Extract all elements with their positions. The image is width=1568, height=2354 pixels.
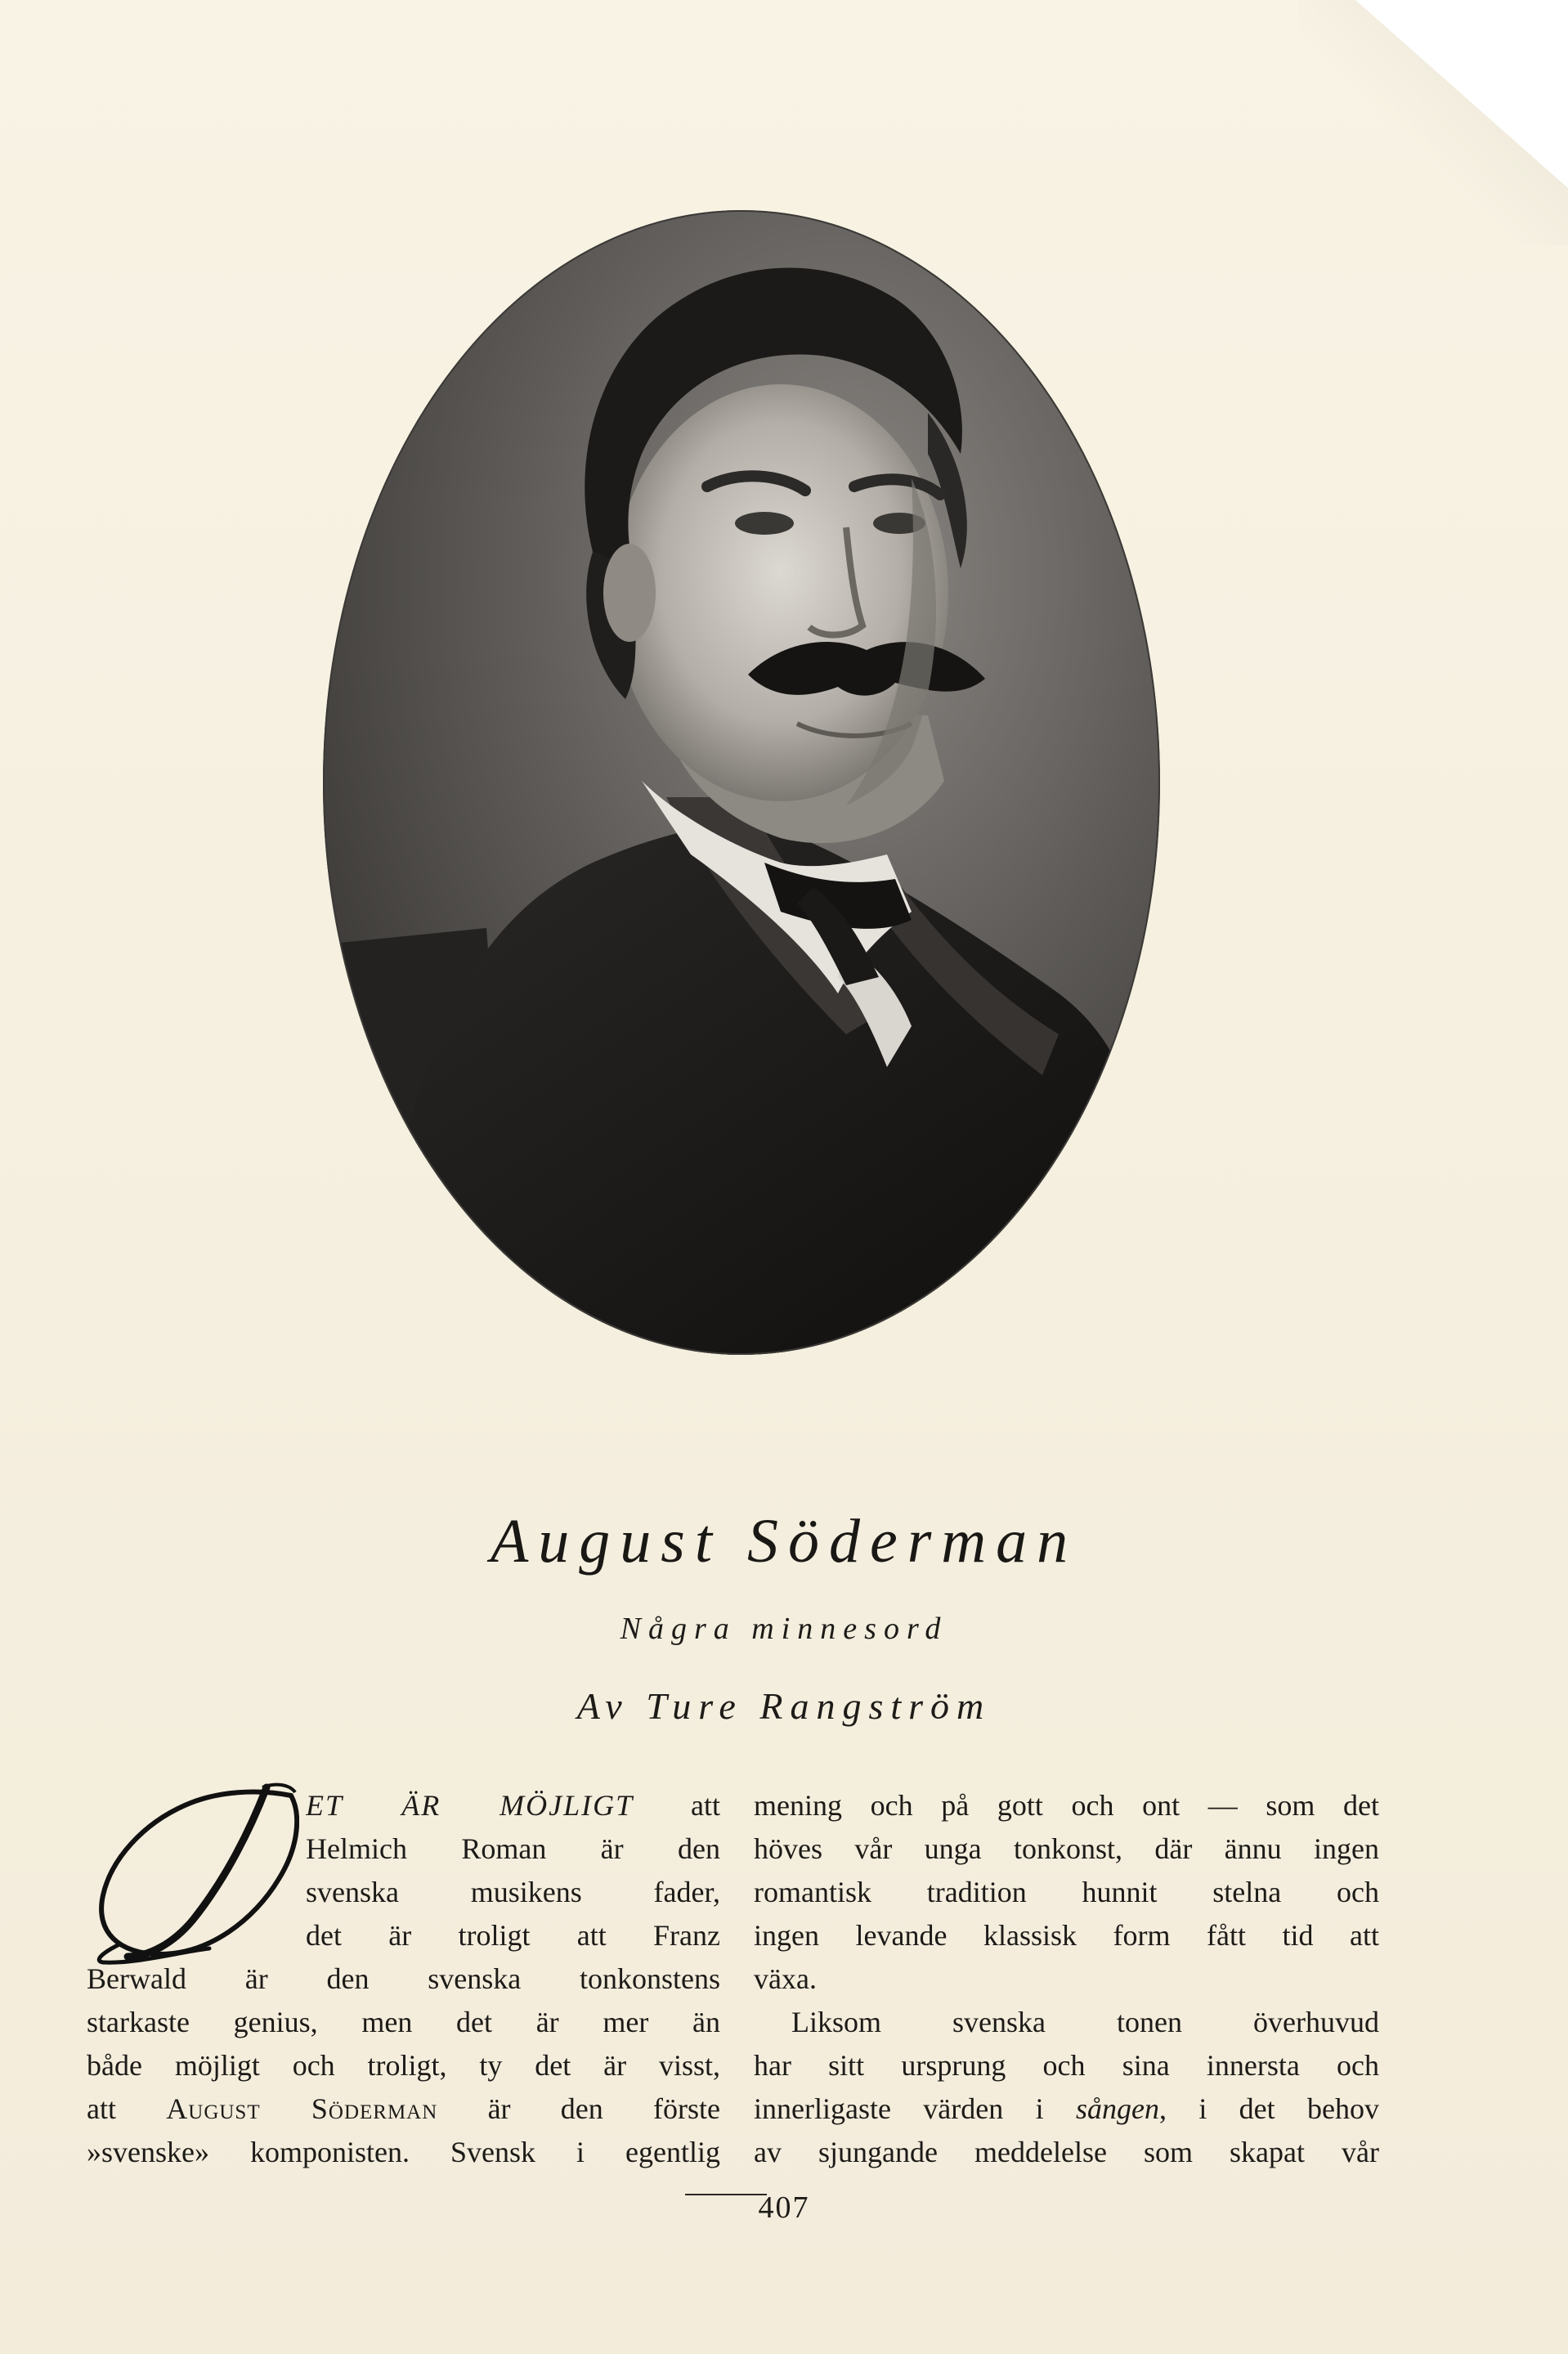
article-title: August Söderman	[490, 1507, 1078, 1576]
page-corner-fold	[1355, 0, 1568, 188]
article-subtitle: Några minnesord	[620, 1612, 948, 1646]
text-line: har sitt ursprung och sina innersta och	[754, 2049, 1379, 2082]
portrait-photo	[323, 208, 1161, 1357]
text-fragment: innerligaste värden i	[754, 2092, 1076, 2125]
emphasized-word: sången	[1075, 2092, 1159, 2125]
text-line: starkaste genius, men det är mer än	[87, 2006, 720, 2038]
opening-words: ET ÄR MÖJLIGT	[306, 1789, 634, 1822]
article-byline: Av Ture Rangström	[576, 1685, 992, 1727]
text-line: Helmich Roman är den	[306, 1832, 720, 1865]
text-line: »svenske» komponisten. Svensk i egentlig	[87, 2136, 720, 2168]
text-line: både möjligt och troligt, ty det är visst,	[87, 2049, 720, 2082]
text-fragment: att	[634, 1789, 720, 1822]
text-line: Berwald är den svenska tonkonstens	[87, 1962, 720, 1995]
text-line: det är troligt att Franz	[306, 1919, 720, 1952]
text-line	[306, 1784, 720, 1827]
text-line: växa.	[754, 1962, 817, 1995]
text-line: mening och på gott och ont — som det	[754, 1789, 1379, 1822]
text-line: romantisk tradition hunnit stelna och	[754, 1876, 1379, 1908]
text-fragment: , i det behov	[1158, 2092, 1379, 2125]
text-line	[754, 2087, 1379, 2131]
text-column-right	[754, 1784, 1379, 2174]
page-number: 407	[758, 2190, 810, 2225]
text-line: av sjungande meddelelse som skapat vår	[754, 2136, 1379, 2168]
text-fragment: är den förste	[437, 2092, 720, 2125]
text-fragment: att	[87, 2092, 167, 2125]
composer-name: August Söderman	[166, 2092, 438, 2125]
text-column-left	[87, 1784, 720, 2174]
text-line: svenska musikens fader,	[306, 1876, 720, 1908]
text-line: Liksom svenska tonen överhuvud	[791, 2006, 1379, 2038]
text-line: ingen levande klassisk form fått tid att	[754, 1919, 1379, 1952]
text-line	[87, 2087, 720, 2131]
text-line: höves vår unga tonkonst, där ännu ingen	[754, 1832, 1379, 1865]
